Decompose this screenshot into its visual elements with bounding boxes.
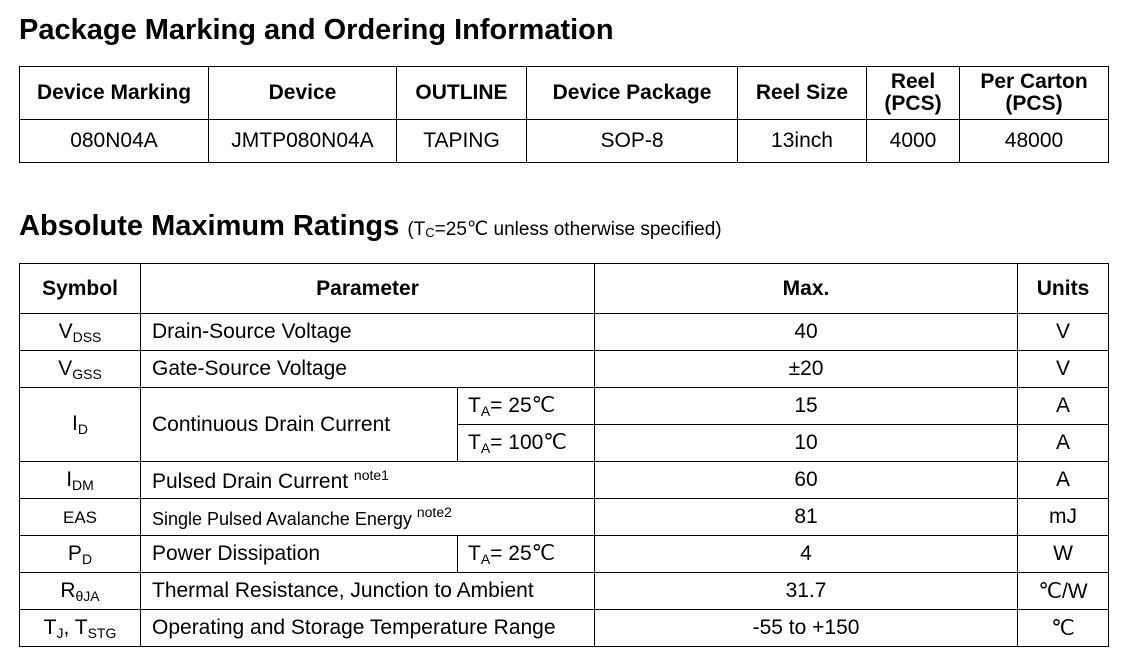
symbol-sub: D: [81, 550, 93, 567]
cell-parameter: [141, 499, 595, 536]
symbol-main: T: [43, 615, 57, 639]
cell-symbol: [20, 499, 141, 536]
cell-parameter: Continuous Drain Current: [141, 388, 458, 462]
cell-max: 31.7: [595, 573, 1018, 610]
ratings-condition: [407, 219, 721, 240]
cell-unit: A: [1018, 425, 1109, 462]
symbol-sub: DM: [72, 476, 94, 493]
col-per-carton: [960, 67, 1109, 120]
table-row: [20, 499, 1109, 536]
header-line: (PCS): [884, 92, 942, 115]
cond-t: T: [468, 394, 481, 417]
header-line: Reel: [890, 70, 936, 93]
col-device-marking: Device Marking: [20, 67, 209, 120]
col-reel-size: Reel Size: [738, 67, 867, 120]
cell-parameter: Gate-Source Voltage: [141, 351, 595, 388]
cond-t: T: [468, 542, 481, 565]
cell-reel-size: 13inch: [738, 120, 867, 163]
cell-symbol: [20, 388, 141, 462]
table-row: [20, 462, 1109, 499]
cell-condition: [458, 536, 595, 573]
cell-symbol: [20, 536, 141, 573]
cell-parameter: Thermal Resistance, Junction to Ambient: [141, 573, 595, 610]
col-device: Device: [209, 67, 397, 120]
cell-unit: V: [1018, 351, 1109, 388]
cell-symbol: [20, 462, 141, 499]
symbol-sep: , T: [63, 615, 88, 639]
table-row: [20, 536, 1109, 573]
ordering-table: [19, 66, 1109, 163]
symbol-main: V: [58, 319, 73, 343]
cell-symbol: [20, 314, 141, 351]
cell-max: ±20: [595, 351, 1018, 388]
symbol-sub: STG: [87, 624, 117, 641]
table-row: [20, 388, 1109, 425]
cond-t: T: [468, 431, 481, 454]
table-row: [20, 314, 1109, 351]
col-reel-pcs: [867, 67, 960, 120]
col-parameter: Parameter: [141, 264, 595, 314]
cell-parameter: Power Dissipation: [141, 536, 458, 573]
symbol-sub: J: [56, 624, 64, 641]
cond-sub: A: [480, 551, 491, 567]
symbol-sub: θJA: [75, 587, 100, 604]
symbol-main: P: [67, 541, 82, 565]
cell-unit: W: [1018, 536, 1109, 573]
cond-rest: = 25℃: [490, 394, 556, 417]
cell-symbol: [20, 573, 141, 610]
header-line: Per Carton: [980, 70, 1088, 93]
col-max: Max.: [595, 264, 1018, 314]
symbol-sub: DSS: [72, 328, 102, 345]
cond-rest: = 100℃: [490, 431, 567, 454]
parameter-text: Single Pulsed Avalanche Energy: [152, 509, 417, 529]
cell-condition: [458, 388, 595, 425]
cell-max: 4: [595, 536, 1018, 573]
cond-sub: A: [480, 403, 491, 419]
cell-max: 40: [595, 314, 1018, 351]
symbol-main: EAS: [62, 508, 98, 527]
col-units: Units: [1018, 264, 1109, 314]
symbol-main: R: [60, 578, 76, 602]
cell-parameter: Operating and Storage Temperature Range: [141, 610, 595, 647]
table-row: [20, 610, 1109, 647]
table-row: [20, 573, 1109, 610]
footnote-ref: note2: [416, 504, 452, 520]
symbol-sub: GSS: [72, 365, 102, 382]
cell-parameter: [141, 462, 595, 499]
symbol-main: V: [58, 356, 73, 380]
parameter-text: Pulsed Drain Current: [152, 469, 354, 493]
symbol-sub: D: [77, 421, 88, 437]
cell-outline: TAPING: [397, 120, 527, 163]
cell-unit: mJ: [1018, 499, 1109, 536]
cond-sub: C: [425, 225, 435, 240]
symbol-main: I: [72, 412, 78, 435]
section-title-ordering: Package Marking and Ordering Information: [19, 14, 614, 46]
cell-condition: [458, 425, 595, 462]
cond-open: (T: [407, 219, 426, 240]
cell-unit: V: [1018, 314, 1109, 351]
ratings-title: Absolute Maximum Ratings: [19, 210, 400, 242]
table-row: [20, 351, 1109, 388]
cell-unit: A: [1018, 462, 1109, 499]
cell-unit: ℃/W: [1018, 573, 1109, 610]
table-row: [20, 120, 1109, 163]
cell-unit: ℃: [1018, 610, 1109, 647]
cell-max: 60: [595, 462, 1018, 499]
cell-max: -55 to +150: [595, 610, 1018, 647]
cell-carton-pcs: 48000: [960, 120, 1109, 163]
cell-device: JMTP080N04A: [209, 120, 397, 163]
cell-symbol: [20, 351, 141, 388]
cell-reel-pcs: 4000: [867, 120, 960, 163]
ratings-table: [19, 263, 1109, 647]
table-header-row: [20, 264, 1109, 314]
col-outline: OUTLINE: [397, 67, 527, 120]
cell-parameter: Drain-Source Voltage: [141, 314, 595, 351]
cell-marking: 080N04A: [20, 120, 209, 163]
cell-max: 15: [595, 388, 1018, 425]
footnote-ref: note1: [353, 466, 389, 483]
col-symbol: Symbol: [20, 264, 141, 314]
cell-package: SOP-8: [527, 120, 738, 163]
cond-rest: = 25℃: [490, 542, 556, 565]
section-title-ratings: [19, 210, 722, 243]
cond-sub: A: [480, 440, 491, 456]
cell-max: 10: [595, 425, 1018, 462]
cond-rest: =25℃ unless otherwise specified): [434, 219, 722, 240]
header-line: (PCS): [1005, 92, 1063, 115]
symbol-main: I: [66, 467, 73, 491]
table-header-row: [20, 67, 1109, 120]
col-device-package: Device Package: [527, 67, 738, 120]
cell-max: 81: [595, 499, 1018, 536]
cell-unit: A: [1018, 388, 1109, 425]
cell-symbol: [20, 610, 141, 647]
